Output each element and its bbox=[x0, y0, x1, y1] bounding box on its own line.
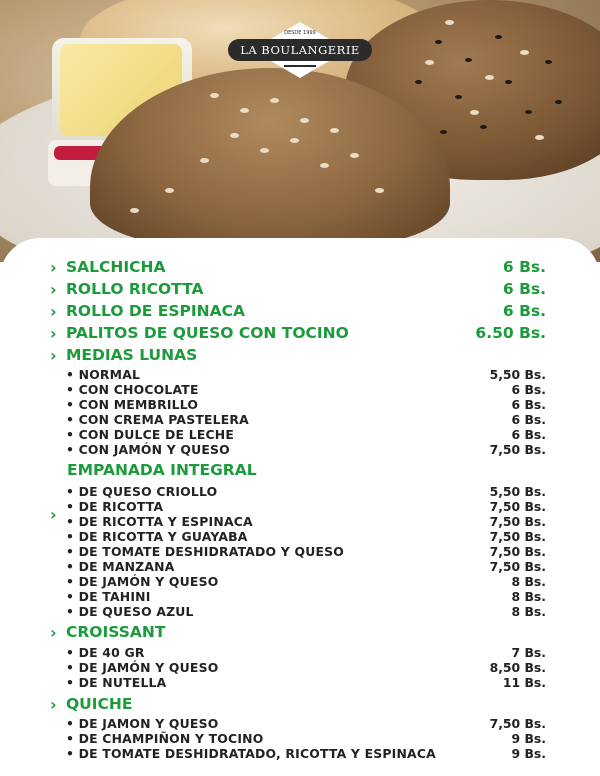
section-heading-empanada: EMPANADA INTEGRAL bbox=[67, 461, 257, 479]
sub-item: • DE QUESO CRIOLLO 5,50 Bs. bbox=[66, 484, 546, 499]
item-name: ROLLO DE ESPINACA bbox=[66, 302, 245, 320]
sub-item: • DE NUTELLA 11 Bs. bbox=[66, 675, 546, 690]
chevron-right-icon: › bbox=[50, 257, 57, 277]
sub-item: • DE MANZANA 7,50 Bs. bbox=[66, 559, 546, 574]
sub-item: • CON CREMA PASTELERA 6 Bs. bbox=[66, 412, 546, 427]
sub-item: • DE JAMON Y QUESO 7,50 Bs. bbox=[66, 716, 546, 731]
sub-item: • DE JAMÓN Y QUESO 8 Bs. bbox=[66, 574, 546, 589]
menu-item bbox=[50, 323, 546, 343]
sub-item: • DE CHAMPIÑON Y TOCINO 9 Bs. bbox=[66, 731, 546, 746]
chevron-right-icon: › bbox=[50, 345, 57, 365]
item-price: 6 Bs. bbox=[502, 258, 546, 276]
item-price: 6.50 Bs. bbox=[475, 324, 546, 342]
brand-since: DESDE 1999 bbox=[284, 30, 316, 36]
item-price: 6 Bs. bbox=[502, 302, 546, 320]
item-name: PALITOS DE QUESO CON TOCINO bbox=[66, 324, 349, 342]
item-price: 6 Bs. bbox=[502, 280, 546, 298]
section-heading-medias-lunas: › MEDIAS LUNAS bbox=[50, 345, 198, 365]
sub-item: • DE RICOTTA Y ESPINACA 7,50 Bs. bbox=[66, 514, 546, 529]
sub-item: • CON CHOCOLATE 6 Bs. bbox=[66, 382, 546, 397]
menu-item bbox=[50, 301, 546, 321]
menu-item bbox=[50, 279, 546, 299]
chevron-right-icon: › bbox=[50, 279, 57, 299]
sub-item: • CON JAMÓN Y QUESO 7,50 Bs. bbox=[66, 442, 546, 457]
chevron-right-icon: › bbox=[50, 622, 57, 642]
sub-item: • CON DULCE DE LECHE 6 Bs. bbox=[66, 427, 546, 442]
sub-item: • DE RICOTTA 7,50 Bs. bbox=[66, 499, 546, 514]
sub-item: • DE TOMATE DESHIDRATADO, RICOTTA Y ESPINACA 9 Bs. bbox=[66, 746, 546, 761]
item-name: SALCHICHA bbox=[66, 258, 166, 276]
sub-item: • CON MEMBRILLO 6 Bs. bbox=[66, 397, 546, 412]
sub-item: • DE 40 GR 7 Bs. bbox=[66, 645, 546, 660]
brand-name: LA BOULANGERIE bbox=[228, 39, 372, 61]
chevron-right-icon: › bbox=[50, 323, 57, 343]
sub-item: • DE TOMATE DESHIDRATADO Y QUESO 7,50 Bs. bbox=[66, 544, 546, 559]
item-name: ROLLO RICOTTA bbox=[66, 280, 204, 298]
sub-item: • NORMAL 5,50 Bs. bbox=[66, 367, 546, 382]
menu-item bbox=[50, 257, 546, 277]
sub-item: • DE QUESO AZUL 8 Bs. bbox=[66, 604, 546, 619]
sub-item: • DE RICOTTA Y GUAYABA 7,50 Bs. bbox=[66, 529, 546, 544]
sub-item: • DE JAMÓN Y QUESO 8,50 Bs. bbox=[66, 660, 546, 675]
chevron-right-icon: › bbox=[50, 505, 57, 524]
section-heading-croissant: › CROISSANT bbox=[50, 622, 166, 642]
sub-item: • DE TAHINI 8 Bs. bbox=[66, 589, 546, 604]
chevron-right-icon: › bbox=[50, 301, 57, 321]
chevron-right-icon: › bbox=[50, 694, 57, 714]
section-heading-quiche: › QUICHE bbox=[50, 694, 133, 714]
